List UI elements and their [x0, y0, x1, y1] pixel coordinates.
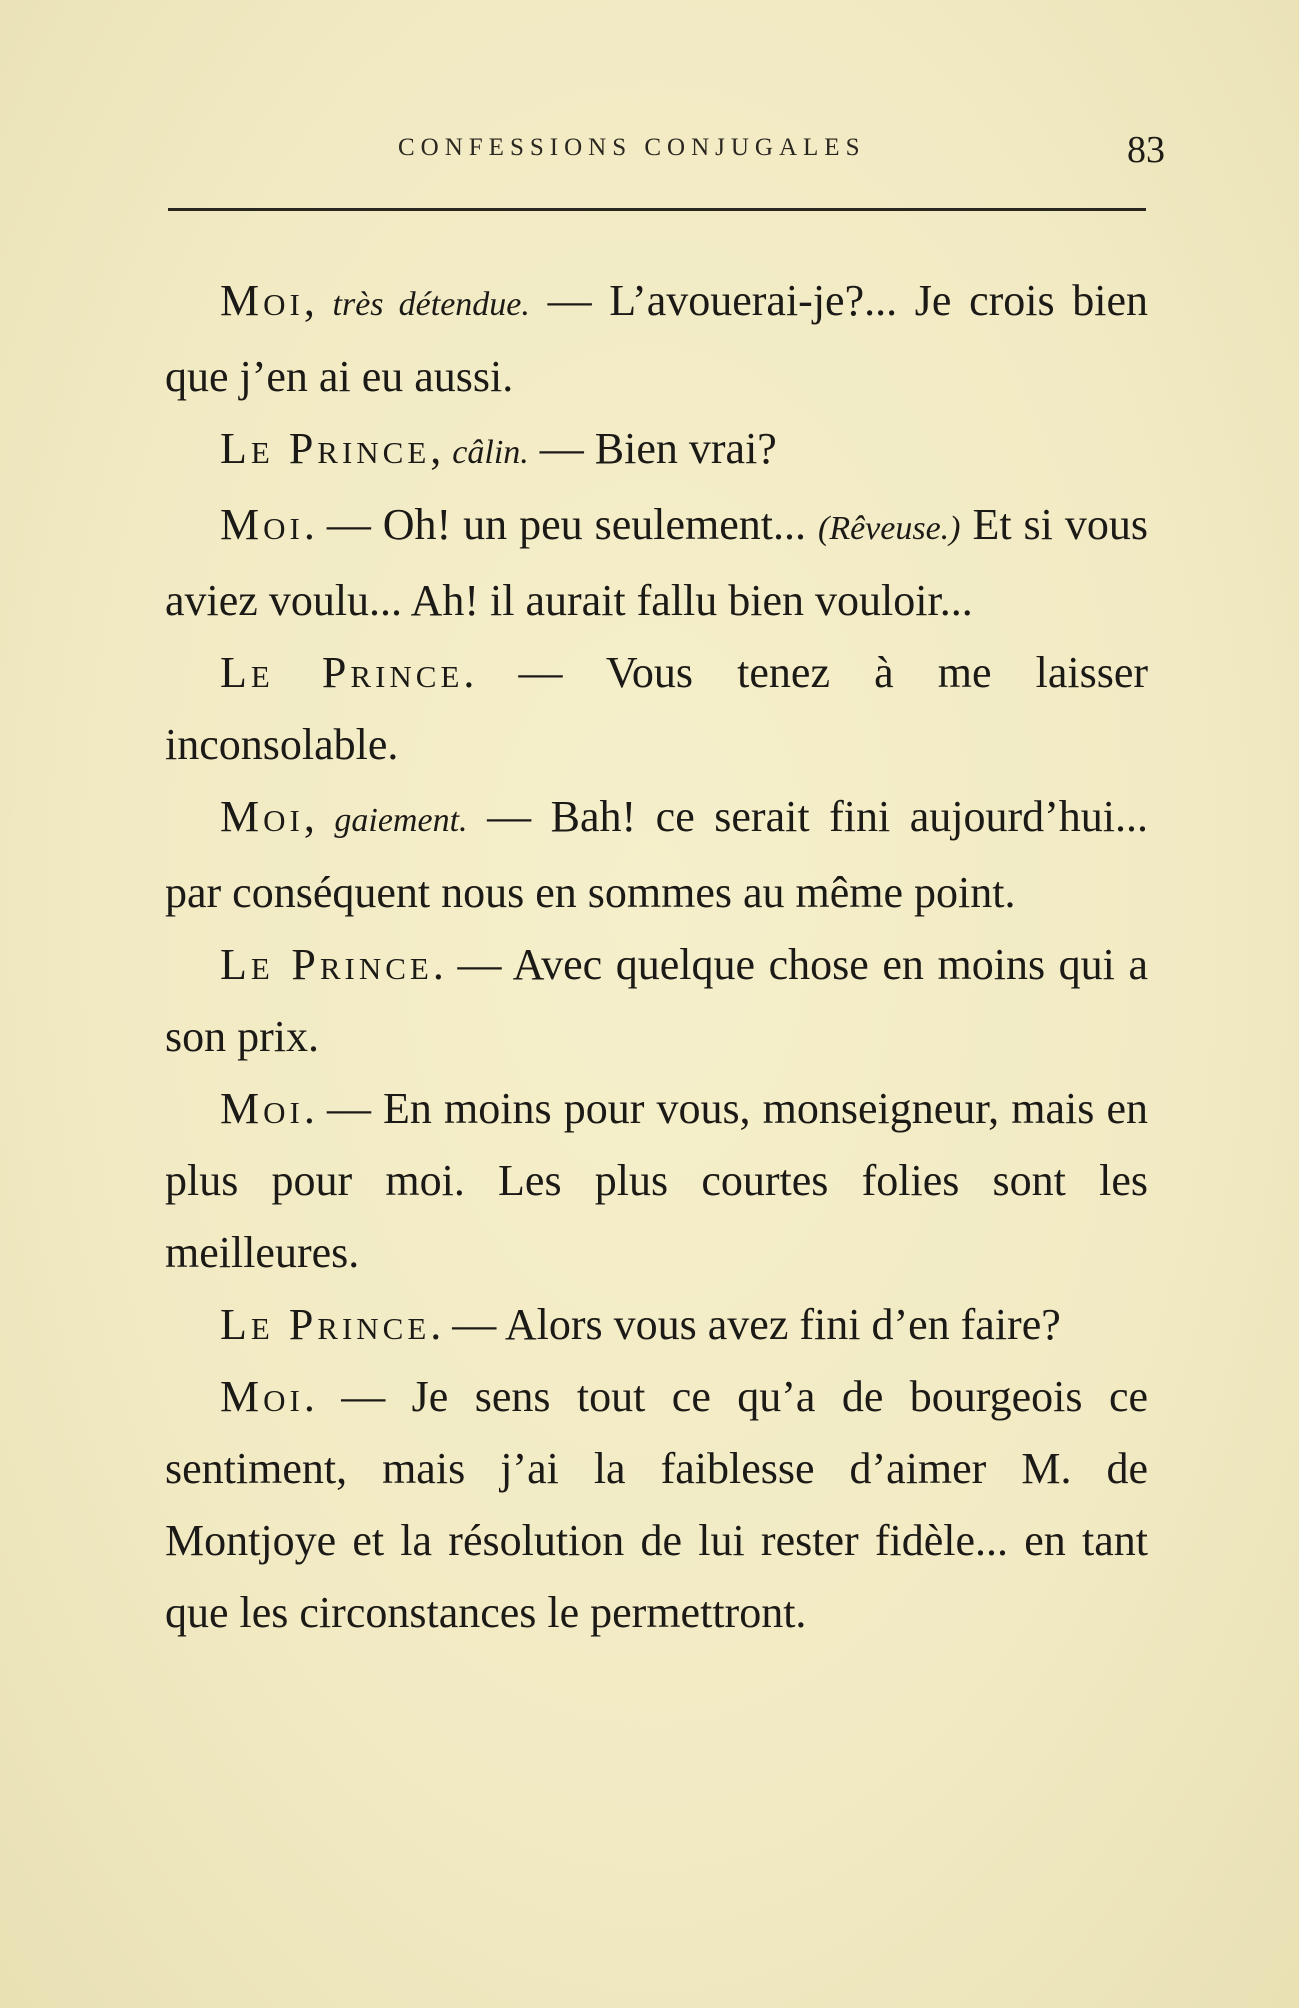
speaker-name: Moi [220, 792, 304, 841]
dialogue-line [165, 1289, 1148, 1361]
speech-text: — Alors vous avez fini d’en faire? [452, 1300, 1061, 1349]
dialogue-line [165, 1361, 1148, 1649]
stage-direction: très détendue. [332, 286, 530, 323]
speaker-name: Le Prince [220, 424, 431, 473]
speaker-name: Moi [220, 276, 304, 325]
speech-text: — Vous tenez à me laisser inconsolable. [165, 648, 1148, 769]
dialogue-line [165, 1073, 1148, 1289]
running-title: CONFESSIONS CONJUGALES [398, 134, 866, 161]
speech-text: — Avec quelque chose en moins qui a son prix. [165, 940, 1149, 1061]
speaker-name: Moi [220, 1372, 304, 1421]
speaker-punct: . [303, 500, 327, 549]
stage-direction: câlin. [452, 434, 529, 471]
speech-text: — En moins pour vous, monseigneur, mais en plus pour moi. Les plus courtes folies sont les meilleures. [165, 1084, 1148, 1277]
dialogue-line [165, 781, 1148, 929]
dialogue-line [165, 413, 1148, 489]
stage-direction: (Rêveuse.) [818, 510, 961, 547]
speaker-punct: , [303, 276, 333, 325]
running-head [165, 128, 1165, 178]
speech-text-continued: Et si vous aviez voulu... Ah! il aurait fallu bien vouloir... [165, 500, 1148, 625]
speaker-punct: . [430, 1300, 453, 1349]
speaker-name: Moi [220, 500, 304, 549]
speech-text: — Bah! ce serait fini aujourd’hui... par conséquent nous en sommes au même point. [165, 792, 1149, 917]
page-number: 83 [1127, 129, 1165, 171]
dialogue-line [165, 489, 1148, 637]
speaker-punct: . [303, 1372, 342, 1421]
speaker-name: Le Prince [220, 940, 433, 989]
speech-text: — L’avouerai-je?... Je crois bien que j’en ai eu aussi. [165, 276, 1149, 401]
speaker-name: Moi [220, 1084, 304, 1133]
speech-text: — Bien vrai? [528, 424, 777, 473]
speaker-punct: . [463, 648, 519, 697]
dialogue-text [165, 265, 1148, 1649]
dialogue-line [165, 637, 1148, 781]
dialogue-line [165, 265, 1148, 413]
header-rule [168, 208, 1146, 211]
speaker-punct: , [303, 792, 335, 841]
speaker-name: Le Prince [220, 1300, 431, 1349]
speaker-punct: , [430, 424, 453, 473]
speaker-punct: . [432, 940, 458, 989]
speech-text: — Je sens tout ce qu’a de bourgeois ce sentiment, mais j’ai la faiblesse d’aimer M. de Montjoye et la résolution de lui rester fidèle... en tant que les circonstances le permettront. [165, 1372, 1148, 1637]
speech-text: — Oh! un peu seulement... [326, 500, 818, 549]
dialogue-line [165, 929, 1148, 1073]
stage-direction: gaiement. [334, 802, 468, 839]
speaker-name: Le Prince [220, 648, 464, 697]
speaker-punct: . [303, 1084, 327, 1133]
